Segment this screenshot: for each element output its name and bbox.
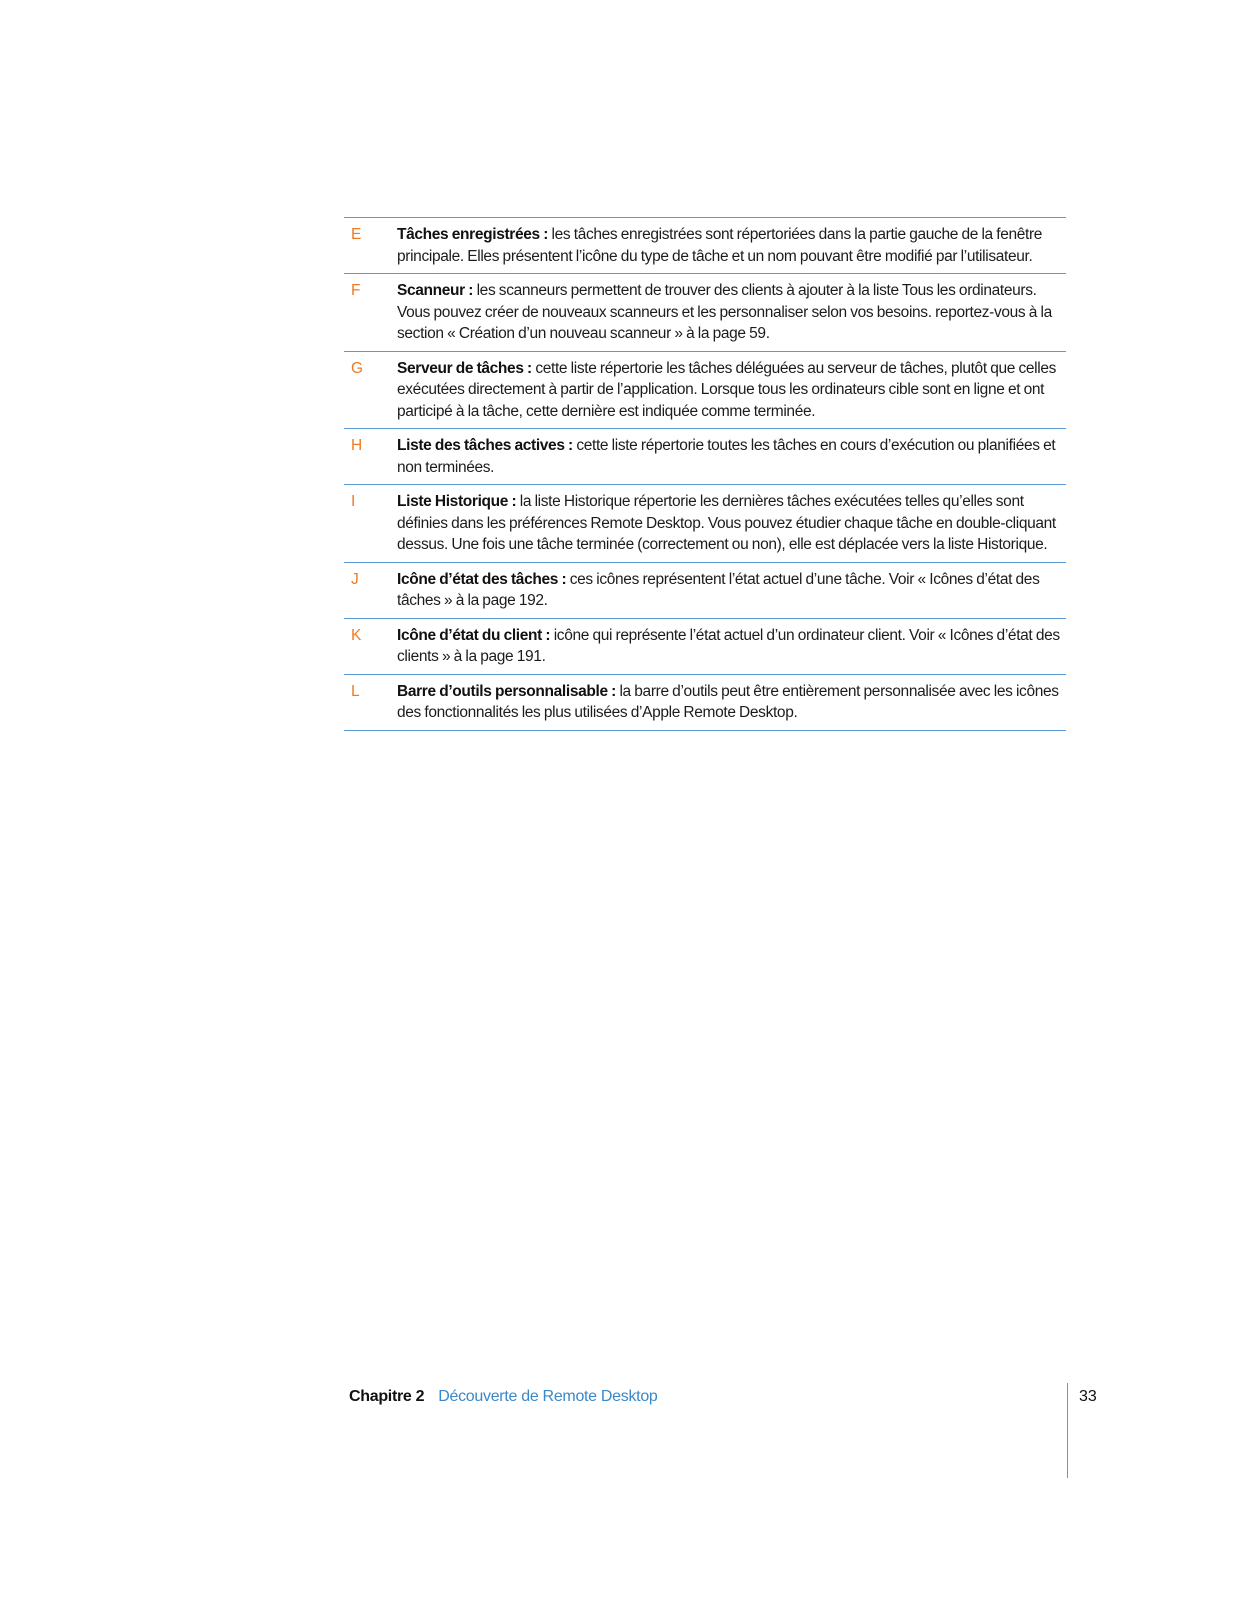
legend-term: Tâches enregistrées :	[397, 226, 549, 243]
callout-letter: H	[351, 437, 363, 454]
legend-entry-text	[397, 681, 1066, 724]
legend-row-e	[344, 218, 1066, 274]
legend-term: Scanneur :	[397, 282, 474, 299]
callout-letter: K	[351, 626, 362, 644]
legend-description: cette liste répertorie toutes les tâches en cours d’exécution ou planifiées et non terminées.	[397, 437, 1056, 476]
legend-entry-text	[397, 569, 1066, 612]
chapter-title: Découverte de Remote Desktop	[438, 1388, 658, 1405]
legend-row-j	[344, 563, 1066, 619]
callout-letter: J	[351, 570, 359, 588]
legend-entry-text	[397, 625, 1066, 668]
legend-row-h	[344, 429, 1066, 485]
legend-row-i	[344, 485, 1066, 563]
legend-row-k	[344, 619, 1066, 675]
legend-description: cette liste répertorie les tâches déléguées au serveur de tâches, plutôt que celles exécutées directement à partir de l’application. Lorsque tous les ordinateurs cible sont en ligne et ont participé à la tâche, cette dernière est indiquée comme terminée.	[397, 359, 1057, 420]
legend-row-g	[344, 352, 1066, 430]
legend-term: Icône d’état des tâches :	[397, 570, 567, 588]
legend-row-l	[344, 675, 1066, 731]
legend-description: les tâches enregistrées sont répertoriées dans la partie gauche de la fenêtre principale. Elles présentent l’icône du type de tâche et un nom pouvant être modifié par l’utilisateur.	[397, 226, 1043, 265]
callout-legend-table	[344, 217, 1066, 731]
callout-letter: E	[351, 226, 362, 243]
chapter-label: Chapitre 2	[349, 1388, 425, 1405]
legend-term: Liste Historique :	[397, 493, 517, 510]
callout-letter: L	[351, 682, 360, 700]
legend-term: Liste des tâches actives :	[397, 437, 573, 454]
legend-description: ces icônes représentent l’état actuel d’une tâche. Voir « Icônes d’état des tâches » à la page 192.	[397, 570, 1040, 609]
legend-entry-text	[397, 280, 1066, 345]
legend-description: les scanneurs permettent de trouver des clients à ajouter à la liste Tous les ordinateurs. Vous pouvez créer de nouveaux scanneurs et les personnaliser selon vos besoins. reportez-vous à la section « Création d’un nouveau scanneur » à la page 59.	[397, 282, 1052, 342]
legend-entry-text	[397, 435, 1066, 478]
legend-term: Barre d’outils personnalisable :	[397, 682, 616, 700]
footer-vertical-rule	[1067, 1383, 1068, 1478]
callout-letter: G	[351, 359, 364, 377]
legend-description: icône qui représente l’état actuel d’un ordinateur client. Voir « Icônes d’état des clients » à la page 191.	[397, 626, 1060, 665]
legend-row-f	[344, 274, 1066, 352]
legend-term: Icône d’état du client :	[397, 626, 551, 644]
callout-letter: I	[351, 493, 356, 510]
page-number: 33	[1079, 1388, 1097, 1405]
legend-description: la liste Historique répertorie les dernières tâches exécutées telles qu’elles sont définies dans les préférences Remote Desktop. Vous pouvez étudier chaque tâche en double-cliquant dessus. Une fois une tâche terminée (correctement ou non), elle est déplacée vers la liste Historique.	[397, 493, 1056, 553]
legend-term: Serveur de tâches :	[397, 359, 532, 377]
legend-entry-text	[397, 358, 1066, 423]
legend-entry-text	[397, 224, 1066, 267]
legend-description: la barre d’outils peut être entièrement personnalisée avec les icônes des fonctionnalités les plus utilisées d’Apple Remote Desktop.	[397, 682, 1059, 721]
legend-entry-text	[397, 491, 1066, 556]
callout-letter: F	[351, 282, 361, 299]
footer-chapter	[349, 1387, 658, 1407]
